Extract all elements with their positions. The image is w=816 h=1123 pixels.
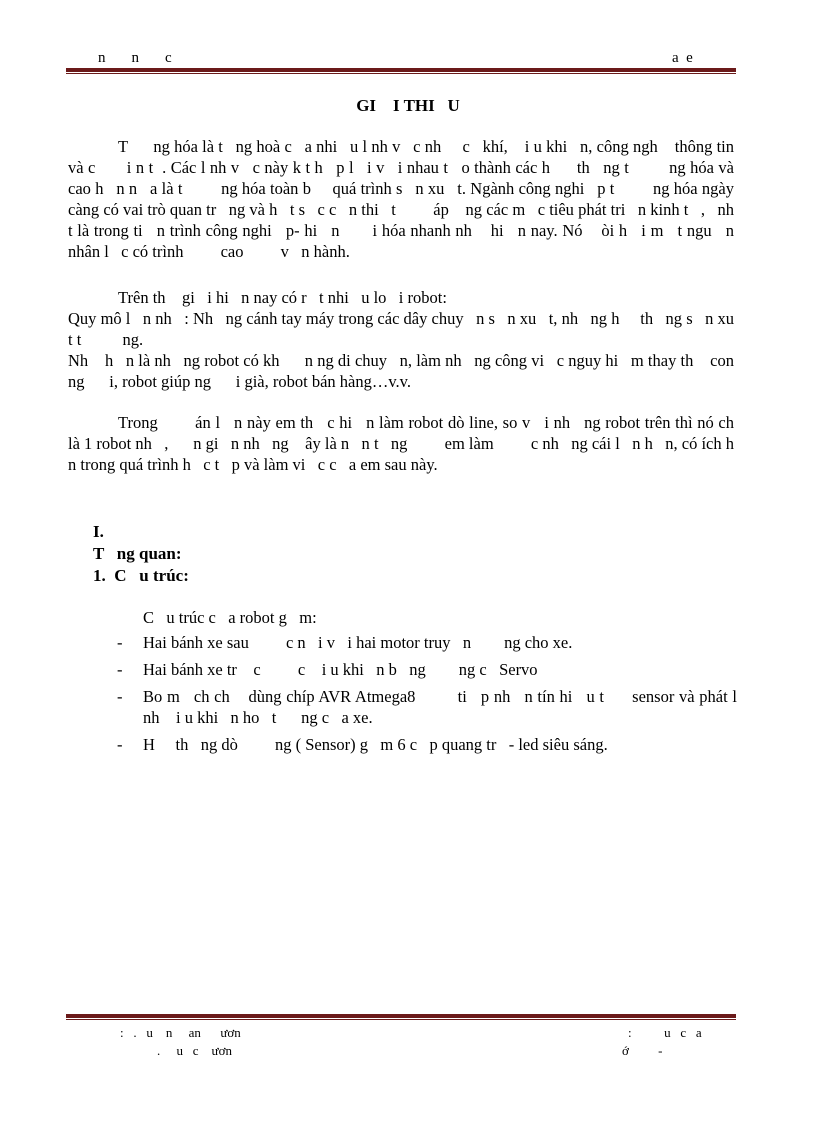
- intro-paragraph-3: Quy mô l n nh : Nh ng cánh tay máy trong các dây chuy n s n xu t, nh ng h th ng s n xu t t ng.: [68, 309, 739, 349]
- section-roman-heading: I.: [93, 522, 104, 541]
- page-title: GI I THI U: [356, 96, 460, 115]
- intro-paragraph-5: Trong án l n này em th c hi n làm robot dò line, so v i nh ng robot trên thì nó ch là 1 robot nh , n gi n nh ng ây là n n t ng em làm c nh ng cái l n h n, có ích h n trong quá trình h c t p và làm vi c c a em sau này.: [68, 413, 751, 474]
- header-right-text: a e: [672, 50, 693, 66]
- footer-line1-right: : u c a: [628, 1025, 702, 1040]
- intro-paragraph-4: Nh h n là nh ng robot có kh n ng di chuy n, làm nh ng công vi c nguy hi m thay th con ng i, robot giúp ng i già, robot bán hàng…v.v.: [68, 351, 739, 391]
- list-dash: -: [117, 687, 123, 706]
- footer-line1-left: : . u n an ươn: [120, 1025, 241, 1040]
- list-dash: -: [117, 633, 123, 652]
- list-item: [117, 632, 737, 653]
- list-item-text: Hai bánh xe tr c c i u khi n b ng ng c Servo: [143, 660, 538, 679]
- list-dash: -: [117, 735, 123, 754]
- footer-rule: [66, 1014, 736, 1020]
- footer-line2-right: ớ -: [622, 1043, 663, 1058]
- header-left-text: n n c: [98, 50, 173, 66]
- header-rule: [66, 68, 736, 74]
- subsection-structure-heading: 1. C u trúc:: [93, 566, 189, 585]
- list-item: [117, 659, 737, 680]
- list-item: [117, 686, 750, 728]
- structure-list: [117, 632, 750, 761]
- section-overview-heading: T ng quan:: [93, 544, 182, 563]
- intro-paragraph-1: T ng hóa là t ng hoà c a nhi u l nh v c nh c khí, i u khi n, công ngh thông tin và c i n t . Các l nh v c này k t h p l i v i nhau t o thành các h th ng t ng hóa và cao h n n a là t ng hóa toàn b quá trình s n xu t. Ngành công nghi p t ng hóa ngày càng có vai trò quan tr ng và h t s c c n thi t áp ng các m c tiêu phát tri n kinh t , nh t là trong ti n trình công nghi p- hi n i hóa nhanh nh hi n nay. Nó òi h i m t ngu n nhân l c có trình cao v n hành.: [68, 137, 747, 261]
- footer-line2-left: . u c ươn: [157, 1043, 232, 1058]
- intro-paragraph-2: Trên th gi i hi n nay có r t nhi u lo i robot:: [118, 288, 447, 307]
- list-item-text: H th ng dò ng ( Sensor) g m 6 c p quang tr - led siêu sáng.: [143, 735, 608, 754]
- structure-intro: C u trúc c a robot g m:: [143, 608, 317, 627]
- list-item-text: Bo m ch ch dùng chíp AVR Atmega8 ti p nh n tín hi u t sensor và phát l nh i u khi n ho t ng c a xe.: [143, 687, 750, 727]
- list-item: [117, 734, 737, 755]
- list-dash: -: [117, 660, 123, 679]
- list-item-text: Hai bánh xe sau c n i v i hai motor truy n ng cho xe.: [143, 633, 573, 652]
